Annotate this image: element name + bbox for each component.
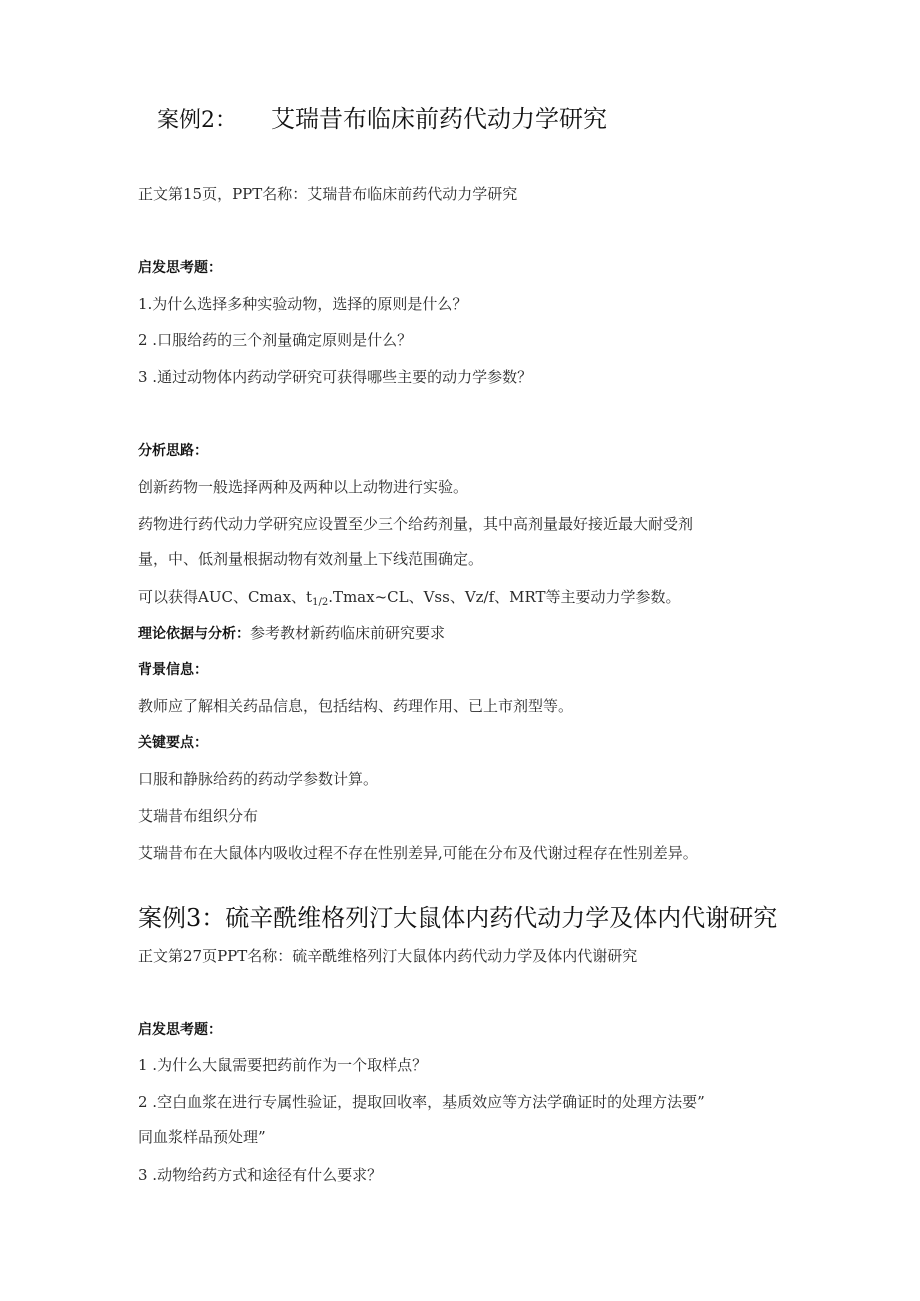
case2-analysis-2: 药物进行药代动力学研究应设置至少三个给药剂量，其中高剂量最好接近最大耐受剂 xyxy=(138,515,694,533)
case2-questions-heading: 启发思考题： xyxy=(138,260,222,276)
case2-title xyxy=(157,104,607,136)
case3-questions-heading: 启发思考题： xyxy=(138,1022,222,1038)
case2-keypoint-2: 艾瑞昔布组织分布 xyxy=(138,807,259,825)
case3-title: 案例3：硫辛酰维格列汀大鼠体内药代动力学及体内代谢研究 xyxy=(138,904,778,932)
case2-params-line xyxy=(138,587,681,613)
case3-question-2-cont: 同血浆样品预处理” xyxy=(138,1128,266,1146)
case3-question-2: 2 .空白血浆在进行专属性验证，提取回收率，基质效应等方法学确证时的处理方法要” xyxy=(138,1093,705,1111)
case2-analysis-1: 创新药物一般选择两种及两种以上动物进行实验。 xyxy=(138,478,469,496)
case2-title-main: 艾瑞昔布临床前药代动力学研究 xyxy=(271,105,607,133)
case2-title-prefix: 案例2： xyxy=(157,108,237,133)
case2-keypoints-heading: 关键要点： xyxy=(138,735,208,751)
case3-question-3: 3 .动物给药方式和途径有什么要求？ xyxy=(138,1166,383,1184)
case2-question-3: 3 .通过动物体内药动学研究可获得哪些主要的动力学参数？ xyxy=(138,368,533,386)
case2-analysis-3: 量，中、低剂量根据动物有效剂量上下线范围确定。 xyxy=(138,550,484,568)
case2-keypoint-1: 口服和静脉给药的药动学参数计算。 xyxy=(138,770,379,788)
case2-analysis-heading: 分析思路： xyxy=(138,443,208,459)
case2-background-text: 教师应了解相关药品信息，包括结构、药理作用、已上市剂型等。 xyxy=(138,697,574,715)
case2-params-subscript: 1/2 xyxy=(312,597,329,608)
case2-theory-heading: 理论依据与分析： xyxy=(138,626,250,642)
case2-background-heading: 背景信息： xyxy=(138,662,208,678)
case2-theory-text: 参考教材新药临床前研究要求 xyxy=(250,624,446,642)
case2-question-2: 2 .口服给药的三个剂量确定原则是什么？ xyxy=(138,331,413,349)
case2-params-after: .Tmax~CL、Vss、Vz/f、MRT等主要动力学参数。 xyxy=(328,588,681,606)
case3-source: 正文第27页PPT名称：硫辛酰维格列汀大鼠体内药代动力学及体内代谢研究 xyxy=(138,947,638,965)
case3-question-1: 1 .为什么大鼠需要把药前作为一个取样点？ xyxy=(138,1056,428,1074)
case2-source: 正文第15页，PPT名称：艾瑞昔布临床前药代动力学研究 xyxy=(138,185,518,203)
case2-params-before: 可以获得AUC、Cmax、t xyxy=(138,588,313,606)
case2-theory xyxy=(138,623,445,644)
case2-question-1: 1.为什么选择多种实验动物，选择的原则是什么？ xyxy=(138,295,468,313)
case2-keypoint-3: 艾瑞昔布在大鼠体内吸收过程不存在性别差异,可能在分布及代谢过程存在性别差异。 xyxy=(138,844,698,862)
